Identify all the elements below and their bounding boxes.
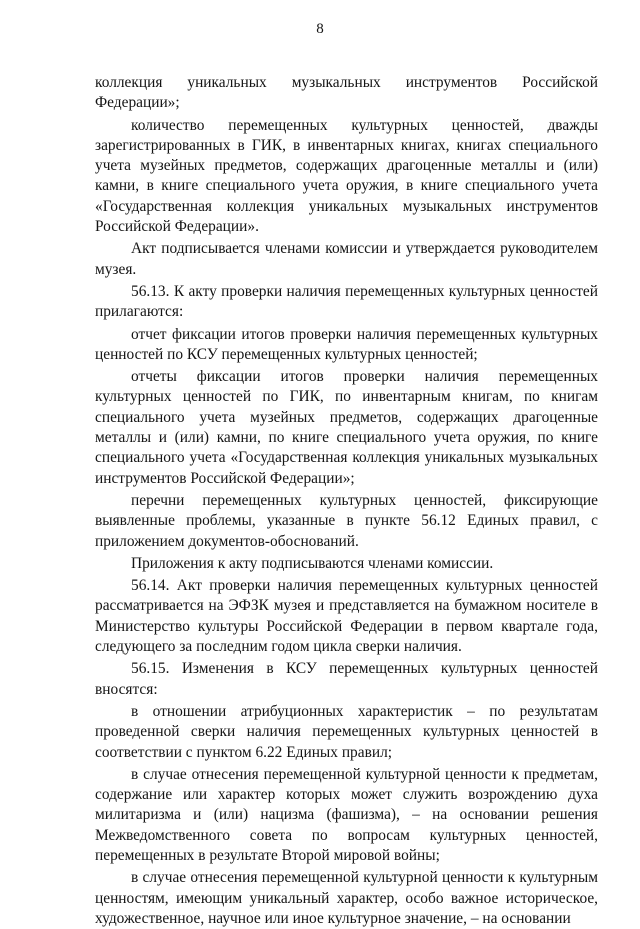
- paragraph: отчеты фиксации итогов проверки наличия перемещенных культурных ценностей по ГИК, по инвентарным книгам, по книгам специального учета музейных предметов, содержащих драгоценные металлы и (или) камни, по книге специального учета оружия, по книге специального учета «Государственная коллекция уникальных музыкальных инструментов Российской Федерации»;: [95, 368, 598, 487]
- paragraph: 56.15. Изменения в КСУ перемещенных культурных ценностей вносятся:: [95, 660, 598, 698]
- paragraph: коллекция уникальных музыкальных инструментов Российской Федерации»;: [95, 74, 598, 112]
- paragraph: в случае отнесения перемещенной культурной ценности к предметам, содержание или характер которых может служить возрождению духа милитаризма и (или) нацизма (фашизма), – на основании решения Межведомственного совета по вопросам культурных ценностей, перемещенных в результате Второй мировой войны;: [95, 765, 598, 864]
- document-body: [95, 73, 598, 929]
- paragraph: Акт подписывается членами комиссии и утверждается руководителем музея.: [95, 240, 598, 278]
- paragraph: перечни перемещенных культурных ценностей, фиксирующие выявленные проблемы, указанные в пункте 56.12 Единых правил, с приложением документов-обоснований.: [95, 491, 598, 550]
- paragraph: в отношении атрибуционных характеристик – по результатам проведенной сверки наличия перемещенных культурных ценностей в соответствии с пунктом 6.22 Единых правил;: [95, 702, 598, 761]
- paragraph: отчет фиксации итогов проверки наличия перемещенных культурных ценностей по КСУ перемещенных культурных ценностей;: [95, 325, 598, 363]
- page-number: 8: [316, 21, 324, 37]
- paragraph: 56.14. Акт проверки наличия перемещенных культурных ценностей рассматривается на ЭФЗК музея и представляется на бумажном носителе в Министерство культуры Российской Федерации в первом квартале года, следующего за последним годом цикла сверки наличия.: [95, 577, 598, 656]
- paragraph: в случае отнесения перемещенной культурной ценности к культурным ценностям, имеющим уникальный характер, особо важное историческое, художественное, научное или иное культурное значение, – на основании: [95, 869, 598, 927]
- paragraph: 56.13. К акту проверки наличия перемещенных культурных ценностей прилагаются:: [95, 282, 598, 321]
- paragraph: Приложения к акту подписываются членами комиссии.: [131, 554, 494, 572]
- paragraph: количество перемещенных культурных ценностей, дважды зарегистрированных в ГИК, в инвентарных книгах, книгах специального учета музейных предметов, содержащих драгоценные металлы и (или) камни, в книге специального учета оружия, в книге специального учета «Государственная коллекция уникальных музыкальных инструментов Российской Федерации».: [95, 116, 598, 236]
